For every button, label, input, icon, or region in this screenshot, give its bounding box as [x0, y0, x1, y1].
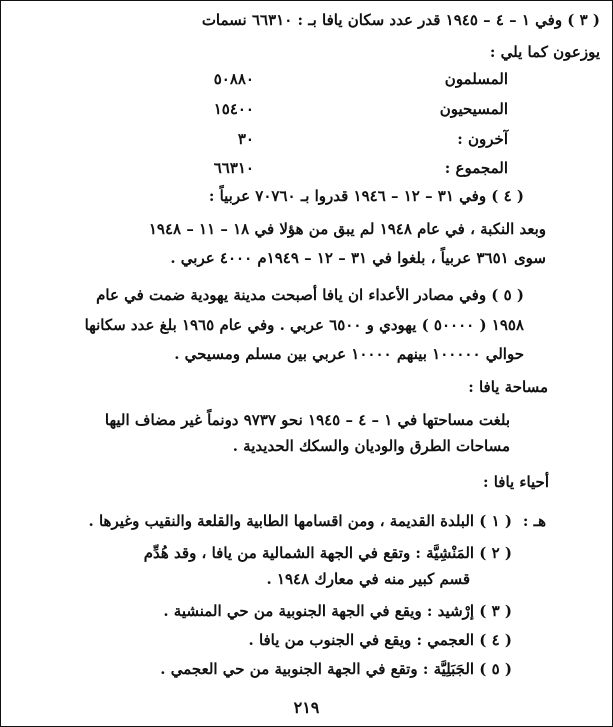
stat-value-christians: ١٥٤٠٠ [213, 100, 254, 118]
stat-label-christians: المسيحيون [439, 100, 508, 118]
district-item-5: ( ٥ ) الجَبَلِيَّة : وتقع في الجهة الجنوبية من حي العجمي . [160, 660, 512, 678]
page-number: ٢١٩ [293, 698, 320, 717]
stat-label-muslims: المسلمون [444, 70, 508, 88]
district-item-2-line2: قسم كبير منه في معارك ١٩٤٨ . [266, 570, 470, 588]
districts-marker: هـ : [522, 512, 546, 530]
para3-line2: يوزعون كما يلي : [489, 43, 600, 61]
stat-label-others: آخرون : [457, 130, 508, 148]
nakba-line2: سوى ٣٦٥١ عربياً ، بلغوا في ٣١ – ١٢ – ١٩٤٩م ٤٠٠٠ عربي . [170, 249, 546, 267]
district-item-1: ( ١ ) البلدة القديمة ، ومن اقسامها الطابية والقلعة والنقيب وغيرها . [88, 512, 512, 530]
stat-value-others: ٣٠ [237, 130, 254, 148]
para5-line2: ١٩٥٨ ( ٥٠٠٠٠ ) يهودي و ٦٥٠٠ عربي . وفي عام ١٩٦٥ بلغ عدد سكانها [84, 316, 524, 334]
para4-line: ( ٤ ) وفي ٣١ – ١٢ – ١٩٤٦ قدروا بـ ٧٠٧٦٠ عربياً : [208, 187, 524, 205]
district-item-4: ( ٤ ) العجمي : ويقع في الجنوب من يافا . [248, 631, 512, 649]
area-line2: مساحات الطرق والوديان والسكك الحديدية . [232, 437, 510, 455]
district-item-3: ( ٣ ) إرْشيد : ويقع في الجهة الجنوبية من حي المنشية . [163, 602, 512, 620]
stat-value-muslims: ٥٠٨٨٠ [213, 70, 254, 88]
area-line1: بلغت مساحتها في ١ – ٤ – ١٩٤٥ نحو ٩٧٣٧ دونماً غير مضاف اليها [104, 411, 510, 429]
districts-heading: أحياء يافا : [482, 473, 549, 491]
nakba-line1: وبعد النكبة ، في عام ١٩٤٨ لم يبق من هؤلا في ١٨ – ١١ – ١٩٤٨ [148, 220, 546, 238]
area-heading: مساحة يافا : [468, 378, 548, 396]
para5-line1: ( ٥ ) وفي مصادر الأعداء ان يافا أصبحت مدينة يهودية ضمت في عام [96, 286, 524, 304]
stat-label-total: المجموع : [444, 159, 508, 177]
stat-value-total: ٦٦٣١٠ [213, 159, 254, 177]
para3-line1: ( ٣ ) وفي ١ – ٤ – ١٩٤٥ قدر عدد سكان يافا بـ : ٦٦٣١٠ نسمات [201, 11, 600, 29]
para5-line3: حوالي ١٠٠٠٠٠ بينهم ١٠٠٠٠ عربي بين مسلم ومسيحي . [174, 345, 524, 363]
district-item-2-line1: ( ٢ ) المَنْشِيَّة : وتقع في الجهة الشمالية من يافا ، وقد هُدِّم [143, 544, 512, 562]
